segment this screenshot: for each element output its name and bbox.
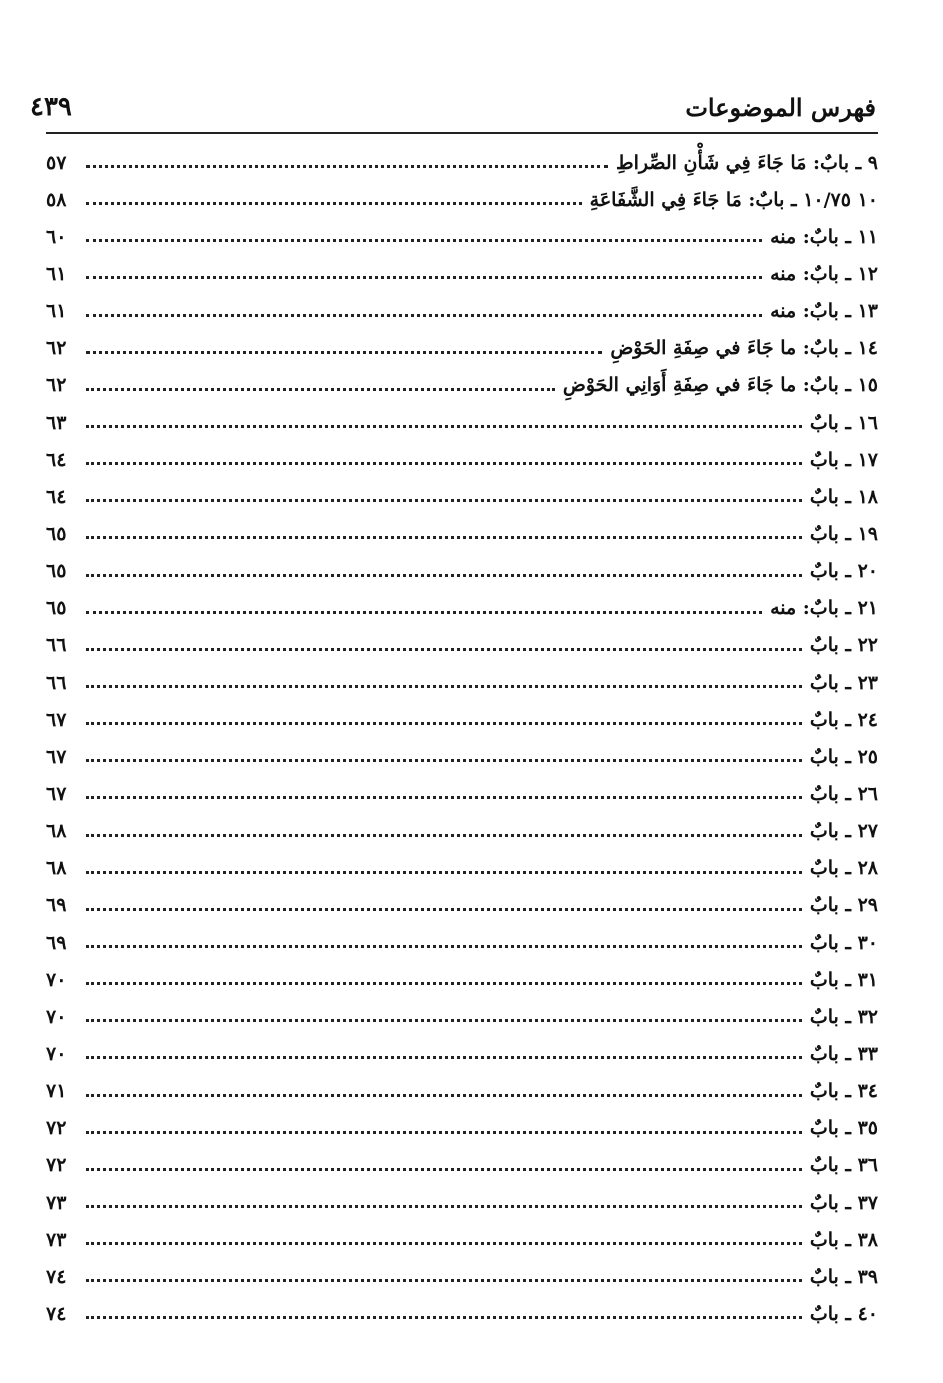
dot-leader: [86, 1168, 802, 1171]
header-rule: [46, 132, 878, 134]
toc-entry-page: ٧٢: [46, 1117, 67, 1140]
toc-entry-page: ٦٢: [46, 374, 67, 397]
dot-leader: [86, 685, 802, 688]
toc-entry-title: ٤٠ ـ بابٌ: [809, 1302, 878, 1325]
toc-entry-page: ٦٧: [46, 708, 67, 731]
toc-entry-page: ٦٥: [46, 560, 67, 583]
toc-entry-page: ٦٦: [46, 634, 67, 657]
toc-entry: [46, 404, 878, 441]
toc-entry-title: ٣١ ـ بابٌ: [809, 968, 878, 991]
toc-entry-title: ٢٤ ـ بابٌ: [809, 708, 878, 731]
toc-entry-page: ٥٧: [46, 151, 67, 174]
toc-entry: [46, 590, 878, 627]
dot-leader: [86, 202, 582, 205]
toc-entry: [46, 441, 878, 478]
dot-leader: [86, 871, 802, 874]
toc-entry-title: ١٩ ـ بابٌ: [809, 522, 878, 545]
dot-leader: [86, 945, 802, 948]
toc-entry-title: ٢٢ ـ بابٌ: [809, 634, 878, 657]
toc-entry: [46, 1184, 878, 1221]
dot-leader: [86, 574, 802, 577]
toc-entry: [46, 255, 878, 292]
toc-entry-page: ٦٧: [46, 782, 67, 805]
dot-leader: [86, 1094, 802, 1097]
toc-entry-title: ٩ ـ بابٌ: مَا جَاءَ فِي شَأْنِ الصِّراطِ: [616, 151, 878, 174]
toc-entry-title: ٢٥ ـ بابٌ: [809, 745, 878, 768]
toc-entry: [46, 1110, 878, 1147]
toc-entry-title: ٢٠ ـ بابٌ: [809, 560, 878, 583]
toc-entry-page: ٧٠: [46, 968, 67, 991]
toc-entry: [46, 293, 878, 330]
dot-leader: [86, 165, 608, 168]
toc-entry: [46, 850, 878, 887]
dot-leader: [86, 1131, 802, 1134]
toc-entry: [46, 775, 878, 812]
toc-entry-title: ٢٧ ـ بابٌ: [809, 820, 878, 843]
toc-entry-title: ٢٣ ـ بابٌ: [809, 671, 878, 694]
toc-entry-title: ١٨ ـ بابٌ: [809, 485, 878, 508]
toc-entry-page: ٦١: [46, 300, 67, 323]
toc-entry-page: ٦١: [46, 262, 67, 285]
toc-entry-title: ١٠ ١٠/٧٥ ـ بابٌ: مَا جَاءَ فِي الشَّفَاعَةِ: [589, 188, 878, 211]
toc-entry: [46, 478, 878, 515]
toc-entry-title: ٣٧ ـ بابٌ: [809, 1191, 878, 1214]
toc-entry: [46, 887, 878, 924]
toc-entry-title: ١٦ ـ بابٌ: [809, 411, 878, 434]
toc-entry: [46, 924, 878, 961]
toc-entry-title: ٣٢ ـ بابٌ: [809, 1005, 878, 1028]
dot-leader: [86, 239, 762, 242]
toc-entry: [46, 367, 878, 404]
page-title: فهرس الموضوعات: [685, 93, 876, 122]
toc-entry: [46, 1295, 878, 1332]
toc-entry: [46, 701, 878, 738]
toc-entry: [46, 738, 878, 775]
page-number: ٤٣٩: [30, 92, 72, 122]
toc-entry-page: ٧٠: [46, 1005, 67, 1028]
toc-entry-page: ٦٤: [46, 448, 67, 471]
toc-entry-title: ٣٨ ـ بابٌ: [809, 1228, 878, 1251]
toc-entry-page: ٧٣: [46, 1191, 67, 1214]
toc-entry-title: ٣٦ ـ بابٌ: [809, 1154, 878, 1177]
toc-entry: [46, 1258, 878, 1295]
dot-leader: [86, 314, 762, 317]
toc-entry: [46, 813, 878, 850]
toc-entry: [46, 553, 878, 590]
dot-leader: [86, 982, 802, 985]
toc-entry-page: ٦٦: [46, 671, 67, 694]
toc-entry-title: ١٣ ـ بابٌ: منه: [770, 300, 878, 323]
toc-entry: [46, 961, 878, 998]
toc-entry-title: ١٧ ـ بابٌ: [809, 448, 878, 471]
toc-entry-title: ٣٥ ـ بابٌ: [809, 1117, 878, 1140]
toc-entry-page: ٦٠: [46, 225, 67, 248]
toc-entry-page: ٦٤: [46, 485, 67, 508]
dot-leader: [86, 425, 802, 428]
toc-entry: [46, 664, 878, 701]
toc-entry-page: ٧٢: [46, 1154, 67, 1177]
dot-leader: [86, 276, 762, 279]
toc-entry-title: ٣٣ ـ بابٌ: [809, 1042, 878, 1065]
dot-leader: [86, 834, 802, 837]
toc-entry-title: ٣٩ ـ بابٌ: [809, 1265, 878, 1288]
dot-leader: [86, 759, 802, 762]
dot-leader: [86, 1279, 802, 1282]
dot-leader: [86, 1056, 802, 1059]
toc-entry-page: ٧٤: [46, 1302, 67, 1325]
dot-leader: [86, 648, 802, 651]
dot-leader: [86, 351, 602, 354]
toc-entry-page: ٥٨: [46, 188, 67, 211]
dot-leader: [86, 1205, 802, 1208]
dot-leader: [86, 1316, 802, 1319]
toc-entry-page: ٦٩: [46, 894, 67, 917]
dot-leader: [86, 796, 802, 799]
toc-entry: [46, 144, 878, 181]
toc-entry-page: ٧١: [46, 1080, 67, 1103]
toc-entry-title: ٢٨ ـ بابٌ: [809, 857, 878, 880]
dot-leader: [86, 908, 802, 911]
toc-entry-title: ٢١ ـ بابٌ: منه: [770, 597, 878, 620]
toc-entry-title: ٢٩ ـ بابٌ: [809, 894, 878, 917]
toc-entry-page: ٧٣: [46, 1228, 67, 1251]
toc-entry-title: ٣٠ ـ بابٌ: [809, 931, 878, 954]
toc-entry-page: ٧٠: [46, 1042, 67, 1065]
toc-entry: [46, 627, 878, 664]
dot-leader: [86, 536, 802, 539]
toc-entry-page: ٦٢: [46, 337, 67, 360]
toc-entry: [46, 1073, 878, 1110]
toc-entry-page: ٦٩: [46, 931, 67, 954]
dot-leader: [86, 499, 802, 502]
toc-entry-page: ٦٨: [46, 857, 67, 880]
toc-entry-title: ٣٤ ـ بابٌ: [809, 1080, 878, 1103]
toc-entry-page: ٦٣: [46, 411, 67, 434]
toc-entry-title: ١١ ـ بابٌ: منه: [770, 225, 878, 248]
toc-entry: [46, 1221, 878, 1258]
dot-leader: [86, 722, 802, 725]
toc-entry: [46, 330, 878, 367]
dot-leader: [86, 1019, 802, 1022]
toc-entry-title: ١٥ ـ بابٌ: ما جَاءَ في صِفَةِ أَوَانِي الحَوْضِ: [562, 374, 878, 397]
toc-entry: [46, 1147, 878, 1184]
toc-entry: [46, 998, 878, 1035]
toc-entry-page: ٦٥: [46, 597, 67, 620]
toc-entry-title: ٢٦ ـ بابٌ: [809, 782, 878, 805]
toc-entry: [46, 1035, 878, 1072]
dot-leader: [86, 462, 802, 465]
toc-entry: [46, 181, 878, 218]
dot-leader: [86, 388, 555, 391]
toc-entry-page: ٧٤: [46, 1265, 67, 1288]
toc-entry-page: ٦٧: [46, 745, 67, 768]
toc-entry: [46, 218, 878, 255]
page-header: [30, 82, 876, 122]
table-of-contents: [46, 144, 878, 1333]
toc-entry-page: ٦٨: [46, 820, 67, 843]
toc-entry: [46, 515, 878, 552]
dot-leader: [86, 611, 762, 614]
toc-entry-title: ١٤ ـ بابٌ: ما جَاءَ في صِفَةِ الحَوْضِ: [610, 337, 878, 360]
dot-leader: [86, 1242, 802, 1245]
toc-entry-title: ١٢ ـ بابٌ: منه: [770, 262, 878, 285]
toc-entry-page: ٦٥: [46, 522, 67, 545]
